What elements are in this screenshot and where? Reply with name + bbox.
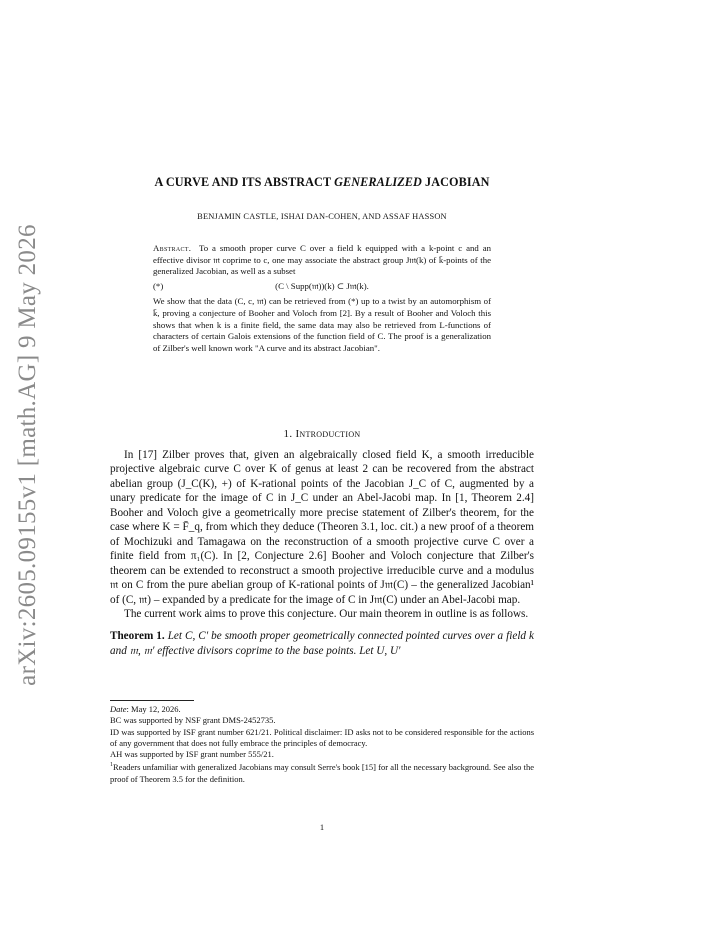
page-number: 1 [319, 822, 325, 832]
footnote-bc-grant: BC was supported by NSF grant DMS-2452735. [110, 715, 276, 726]
equation-tag: (*) [153, 280, 164, 291]
abstract-text-1: To a smooth proper curve C over a field k equipped with a k-point c and an effective divisor 𝔪 coprime to c, one may associate the abstract group J𝔪(k) of k̄-points of the generalized Jacobian, as well as a subset [153, 243, 491, 277]
footnote-date-label: Date [110, 704, 127, 714]
abstract-block [153, 243, 491, 354]
intro-paragraph-1: In [17] Zilber proves that, given an algebraically closed field K, a smooth irreducible projective algebraic curve C over K of genus at least 2 can be recovered from the abstract abelian group (J_C(K), +) of K-rational points of the Jacobian J_C of C, augmented by a unary predicate for the image of C in J_C under an Abel-Jacobi map. In [1, Theorem 2.4] Booher and Voloch give a geometrically more precise statement of Zilber's theorem, for the case where K = F̄_q, from which they deduce (Theoren 3.1, loc. cit.) a new proof of a theorem of Mochizuki and Tamagawa on the reconstruction of a smooth projective curve C over a finite field from π₁(C). In [2, Conjecture 2.6] Booher and Voloch conjecture that Zilber's theorem can be extended to reconstruct a smooth projective irreducible curve and a modulus 𝔪 on C from the pure abelian group of K-rational points of J𝔪(C) – the generalized Jacobian¹ of (C, 𝔪) – expanded by a predicate for the image of C in J𝔪(C) under an Abel-Jacobi map. [110, 449, 534, 606]
equation-formula: (C \ Supp(𝔪))(k) ⊂ J𝔪(k). [275, 280, 369, 291]
paper-title [110, 175, 534, 190]
footnote-ah-grant: AH was supported by ISF grant number 555/21. [110, 749, 274, 760]
footnote-1 [110, 760, 534, 784]
section-title: Introduction [295, 428, 361, 440]
paper-authors: BENJAMIN CASTLE, ISHAI DAN-COHEN, AND ASSAF HASSON [197, 212, 447, 221]
footnote-id-grant: ID was supported by ISF grant number 621/21. Political disclaimer: ID asks not to be considered responsible for the actions of any government that does not fully embrace the principles of democracy. [110, 726, 534, 748]
theorem-label: Theorem 1. [110, 630, 165, 643]
arxiv-stamp-text: arXiv:2605.09155v1 [math.AG] 9 May 2026 [14, 224, 42, 686]
footnote-divider [110, 700, 194, 701]
intro-paragraph-2: The current work aims to prove this conjecture. Our main theorem in outline is as follows. [124, 607, 529, 620]
title-part-2: JACOBIAN [421, 175, 490, 189]
abstract-label: Abstract. [153, 243, 192, 253]
title-part-1: A CURVE AND ITS ABSTRACT [154, 175, 335, 189]
footnote-date [110, 704, 534, 715]
section-heading [110, 428, 534, 440]
abstract-equation [153, 281, 491, 293]
abstract-paragraph-1 [153, 243, 491, 278]
footnote-1-text: Readers unfamiliar with generalized Jacobians may consult Serre's book [15] for all the necessary background. See also the proof of Theorem 3.5 for the definition. [110, 762, 534, 784]
footnotes-block [110, 704, 534, 785]
theorem-statement: Let C, C′ be smooth proper geometrically connected pointed curves over a field k and 𝔪, 𝔪′ effective divisors coprime to the base points. Let U, U′ [110, 630, 534, 657]
footnote-1-mark: 1 [110, 762, 113, 769]
footnote-date-value: : May 12, 2026. [126, 704, 181, 714]
section-number: 1. [283, 428, 293, 440]
introduction-body [110, 448, 534, 658]
arxiv-identifier-stamp [8, 224, 48, 686]
abstract-paragraph-2: We show that the data (C, c, 𝔪) can be retrieved from (*) up to a twist by an automorphism of k̄, proving a conjecture of Booher and Voloch from [2]. By a result of Booher and Voloch this shows that when k is a finite field, the same data may also be retrieved from L-functions of characters of certain Galois extensions of the function field of C. The proof is a generalization of Zilber's well known work "A curve and its abstract Jacobian". [153, 296, 491, 353]
theorem-1 [110, 629, 534, 658]
title-part-italic: GENERALIZED [334, 175, 422, 189]
